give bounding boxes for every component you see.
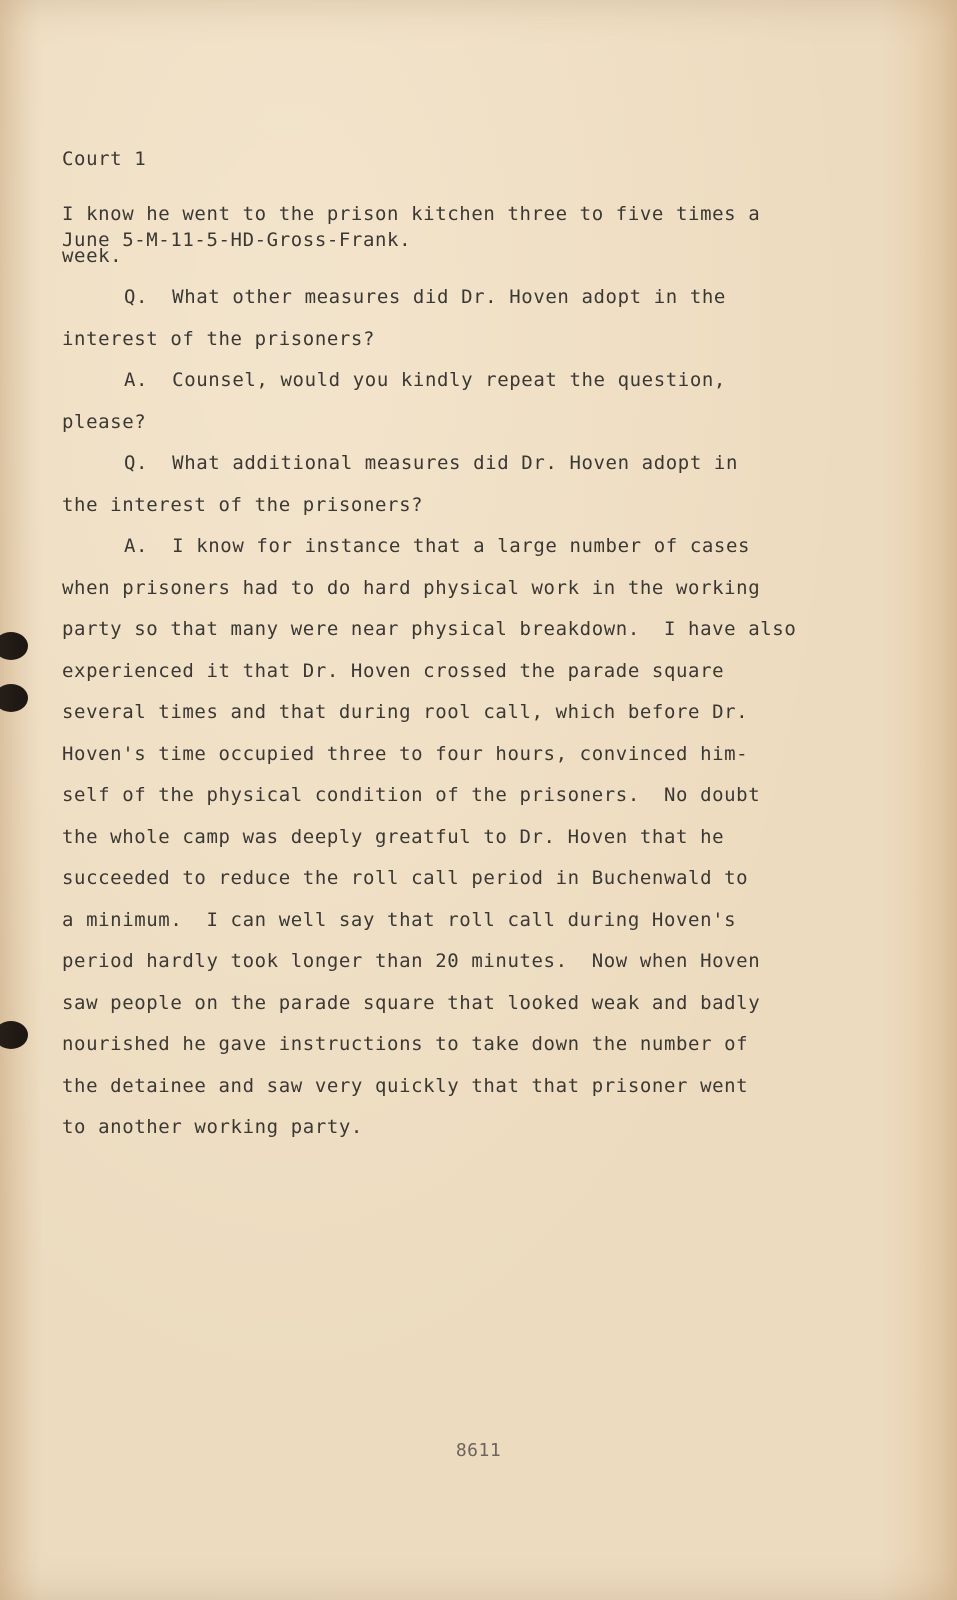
question-line: Q. What other measures did Dr. Hoven adopt in the (124, 286, 726, 308)
page-number: 8611 (455, 1440, 502, 1461)
text-line: self of the physical condition of the prisoners. No doubt (62, 784, 761, 806)
text-line: Hoven's time occupied three to four hours, convinced him- (62, 742, 749, 765)
session-reference: June 5-M-11-5-HD-Gross-Frank. (62, 229, 412, 251)
text-line: nourished he gave instructions to take down the number of (62, 1033, 749, 1055)
text-line: period hardly took longer than 20 minutes. Now when Hoven (62, 950, 761, 972)
text-line: several times and that during rool call, which before Dr. (62, 701, 749, 723)
text-line: I know he went to the prison kitchen three to five times a (62, 203, 761, 225)
punch-hole (0, 1021, 28, 1049)
text-line: succeeded to reduce the roll call period in Buchenwald to (62, 867, 749, 889)
text-line: the whole camp was deeply greatful to Dr. Hoven that he (62, 825, 725, 848)
question-line: Q. What additional measures did Dr. Hoven adopt in (124, 452, 738, 474)
text-line: the interest of the prisoners? (62, 493, 424, 516)
text-line: a minimum. I can well say that roll call during Hoven's (62, 908, 737, 931)
answer-line: A. Counsel, would you kindly repeat the question, (124, 369, 726, 391)
answer-line: A. I know for instance that a large number of cases (124, 535, 751, 557)
punch-hole (0, 632, 28, 660)
text-line: saw people on the parade square that looked weak and badly (62, 991, 761, 1014)
text-line: when prisoners had to do hard physical work in the working (62, 576, 761, 599)
text-line: experienced it that Dr. Hoven crossed the parade square (62, 659, 725, 682)
text-line: interest of the prisoners? (62, 327, 376, 350)
text-line: to another working party. (62, 1116, 363, 1138)
transcript-body (62, 194, 832, 1149)
text-line: please? (62, 410, 147, 433)
text-line: the detainee and saw very quickly that that prisoner went (62, 1074, 749, 1097)
text-line: week. (62, 244, 123, 267)
text-line: party so that many were near physical breakdown. I have also (62, 618, 797, 640)
punch-hole (0, 684, 28, 712)
court-label: Court 1 (62, 148, 147, 170)
